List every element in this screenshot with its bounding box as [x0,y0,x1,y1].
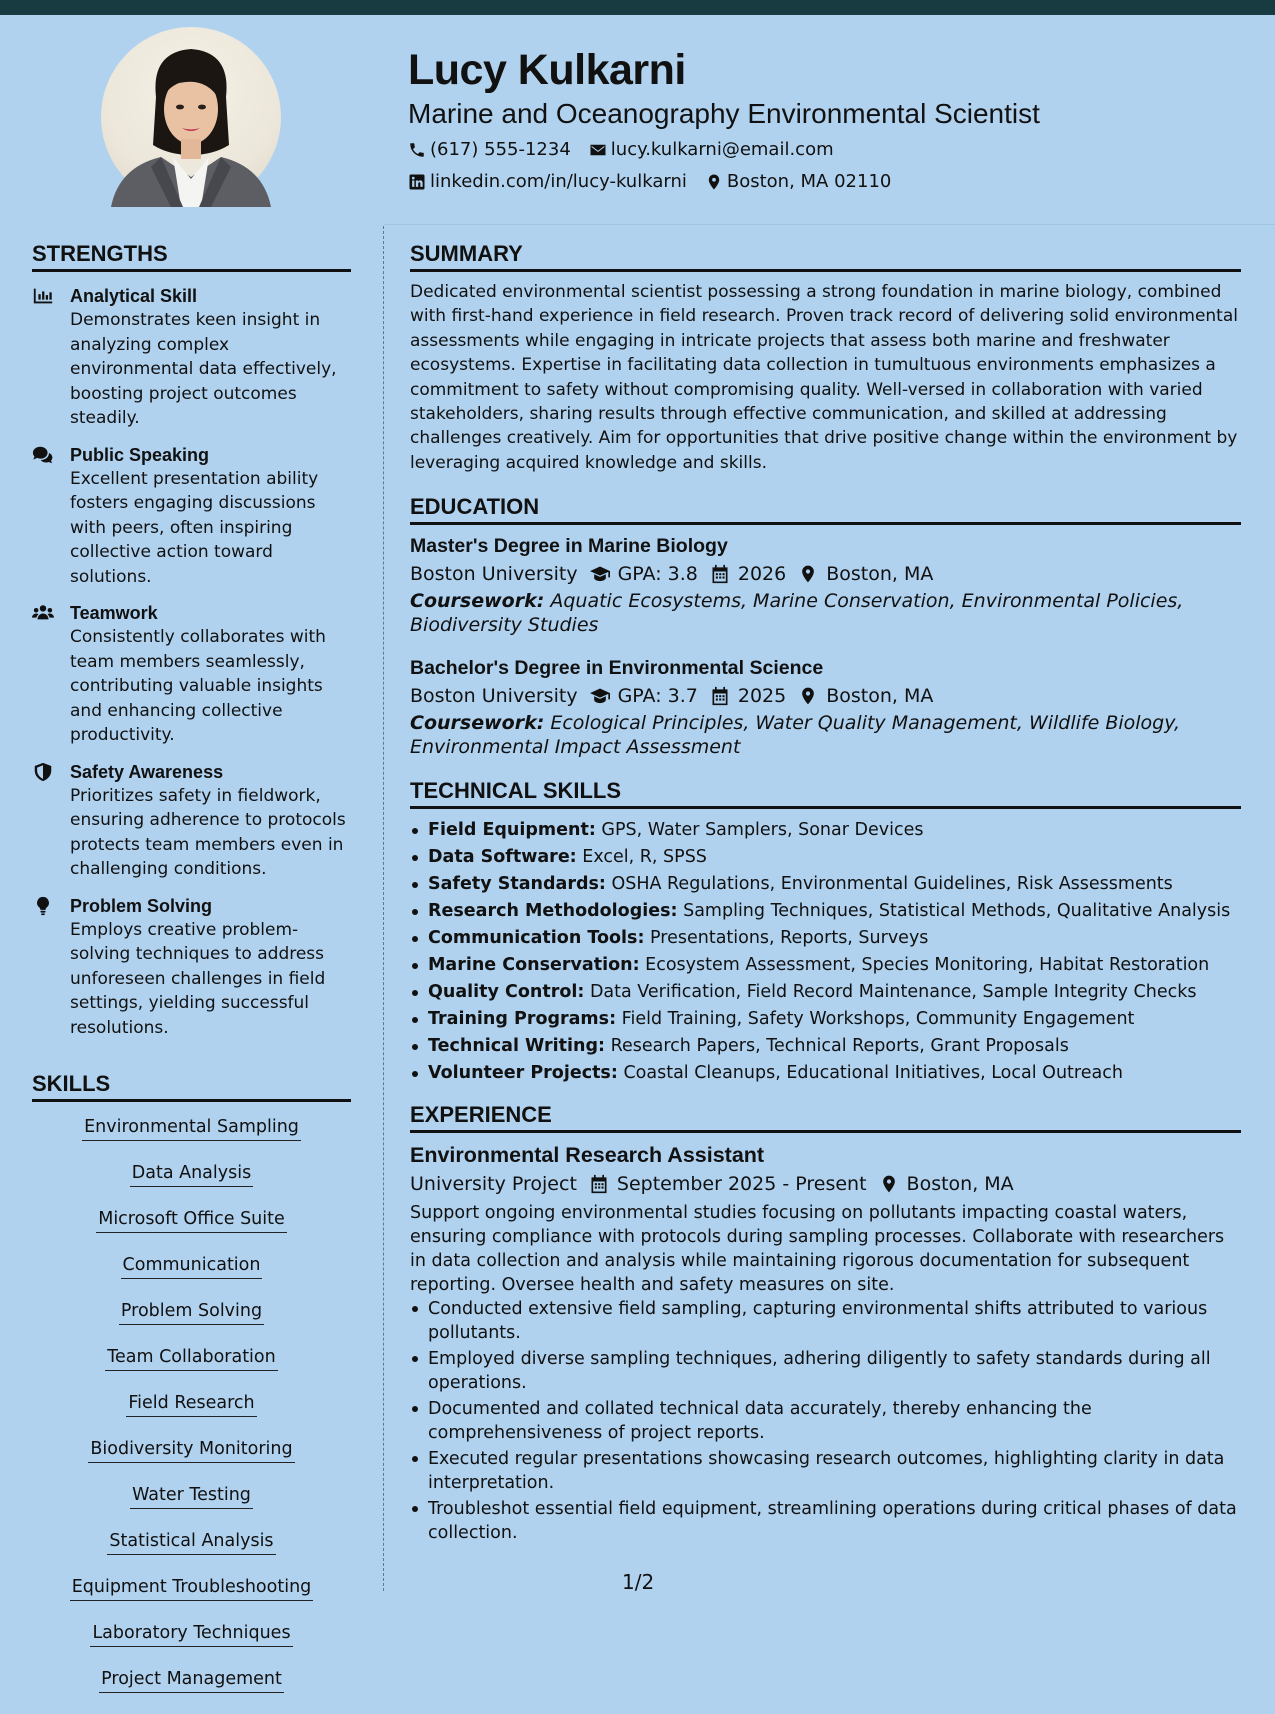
tech-skill-value: Sampling Techniques, Statistical Methods, Qualitative Analysis [683,901,1231,922]
strength-desc: Excellent presentation ability fosters engaging discussions with peers, often inspiring collective action toward solutions. [70,468,319,587]
school-name: Boston University [410,563,578,586]
school-location: Boston, MA [826,685,934,708]
list-item [410,898,1241,925]
skill-chip: Biodiversity Monitoring [88,1438,294,1463]
graduation-year: 2025 [737,685,787,708]
list-item [410,817,1241,844]
school-name: Boston University [410,685,578,708]
tech-skill-label: Data Software: [428,847,577,868]
top-bar [0,0,1275,15]
skill-chip: Data Analysis [130,1162,253,1187]
candidate-title: Marine and Oceanography Environmental Scientist [408,98,1040,129]
coursework-label: Coursework: [410,712,545,735]
linkedin-icon [408,173,426,191]
skill-chip: Equipment Troubleshooting [70,1576,314,1601]
tech-skill-value: Presentations, Reports, Surveys [650,928,929,949]
list-item: Conducted extensive field sampling, capturing environmental shifts attributed to various pollutants. [410,1297,1241,1345]
tech-skill-label: Communication Tools: [428,928,645,949]
phone-text: (617) 555-1234 [430,139,571,160]
skill-chip: Environmental Sampling [82,1116,301,1141]
list-item: Troubleshot essential field equipment, streamlining operations during critical phases of data collection. [410,1497,1241,1545]
tech-skill-value: Coastal Cleanups, Educational Initiatives, Local Outreach [623,1063,1123,1084]
graduation-year: 2026 [737,563,787,586]
strength-item [32,760,351,882]
shield-icon [32,762,54,782]
tech-skill-value: Excel, R, SPSS [582,847,707,868]
list-item: Executed regular presentations showcasing research outcomes, highlighting clarity in data interpretation. [410,1447,1241,1495]
contact-row-1 [408,138,1248,162]
strength-item [32,894,351,1041]
strength-title: Analytical Skill [70,286,198,306]
technical-skills-heading: TECHNICAL SKILLS [410,777,1241,809]
list-item: Documented and collated technical data accurately, thereby enhancing the comprehensiveness of project reports. [410,1397,1241,1445]
strength-title: Teamwork [70,603,158,623]
map-pin-icon [798,564,818,584]
school-location: Boston, MA [826,563,934,586]
coursework-text: Ecological Principles, Water Quality Management, Wildlife Biology, Environmental Impact Assessment [410,712,1181,759]
strength-desc: Demonstrates keen insight in analyzing complex environmental data effectively, boosting project outcomes steadily. [70,310,337,428]
list-item [410,1006,1241,1033]
skills-list [32,1116,351,1714]
strengths-heading: STRENGTHS [32,240,351,272]
strength-item [32,443,351,590]
job-dates: September 2025 - Present [616,1173,867,1196]
map-pin-icon [705,173,723,191]
envelope-icon [589,141,607,159]
coursework-text: Aquatic Ecosystems, Marine Conservation, Environmental Policies, Biodiversity Studies [410,590,1184,637]
profile-photo [101,27,281,207]
tech-skill-value: Data Verification, Field Record Maintenance, Sample Integrity Checks [589,982,1197,1003]
skill-chip: Laboratory Techniques [90,1622,292,1647]
skill-chip: Team Collaboration [105,1346,277,1371]
tech-skill-value: Research Papers, Technical Reports, Grant Proposals [610,1036,1069,1057]
location-contact [705,170,892,194]
skill-chip: Project Management [99,1668,284,1693]
skills-heading: SKILLS [32,1070,351,1102]
degree-title: Master's Degree in Marine Biology [410,535,728,558]
education-item [410,655,1241,759]
experience-item [410,1141,1241,1545]
graduation-cap-icon [590,564,610,584]
coursework [410,711,1241,759]
tech-skill-label: Training Programs: [428,1009,617,1030]
graduation-cap-icon [590,686,610,706]
coursework-label: Coursework: [410,590,545,613]
tech-skill-label: Marine Conservation: [428,955,640,976]
linkedin-text: linkedin.com/in/lucy-kulkarni [430,171,687,192]
calendar-icon [710,564,730,584]
experience-heading: EXPERIENCE [410,1101,1241,1133]
map-pin-icon [798,686,818,706]
tech-skill-value: Field Training, Safety Workshops, Community Engagement [621,1009,1135,1030]
list-item [410,1060,1241,1087]
candidate-name: Lucy Kulkarni [408,46,686,94]
tech-skill-value: GPS, Water Samplers, Sonar Devices [601,820,924,841]
portrait-image [101,27,281,207]
tech-skill-label: Research Methodologies: [428,901,678,922]
right-column [410,240,1241,1547]
strength-item [32,601,351,748]
summary-text: Dedicated environmental scientist possessing a strong foundation in marine biology, combined with first-hand experience in field research. Proven track record of delivering solid environmental assessments while engaging in intricate projects that assess both marine and freshwater ecosystems. Expertise in facilitating data collection in tumultuous environments emphasizes a commitment to safety without compromising quality. Well-versed in collaboration with varied stakeholders, sharing results through effective communication, and skilled at addressing challenges creatively. Aim for opportunities that drive positive change within the environment by leveraging acquired knowledge and skills. [410,282,1238,473]
skill-chip: Statistical Analysis [107,1530,275,1555]
phone-contact[interactable] [408,138,571,162]
tech-skill-label: Quality Control: [428,982,585,1003]
map-pin-icon [879,1174,899,1194]
lightbulb-icon [32,896,54,916]
skill-chip: Problem Solving [119,1300,264,1325]
organization: University Project [410,1173,577,1196]
skill-chip: Field Research [126,1392,256,1417]
skill-chip: Microsoft Office Suite [96,1208,287,1233]
calendar-icon [589,1174,609,1194]
education-heading: EDUCATION [410,493,1241,525]
column-divider [383,226,384,1591]
education-meta [410,559,1241,589]
page-number: 1/2 [622,1570,655,1594]
gpa-text: GPA: 3.7 [617,685,698,708]
strength-item [32,284,351,431]
strength-desc: Consistently collaborates with team members seamlessly, contributing valuable insights and enhancing collective productivity. [70,627,326,745]
degree-title: Bachelor's Degree in Environmental Science [410,657,824,680]
resume-header [408,44,1248,194]
education-meta [410,681,1241,711]
skill-chip: Communication [121,1254,263,1279]
linkedin-contact[interactable] [408,170,687,194]
tech-skill-label: Volunteer Projects: [428,1063,618,1084]
list-item: Employed diverse sampling techniques, adhering diligently to safety standards during all operations. [410,1347,1241,1395]
strength-title: Safety Awareness [70,761,224,782]
gpa-text: GPA: 3.8 [617,563,698,586]
strength-desc: Employs creative problem-solving techniques to address unforeseen challenges in field settings, yielding successful resolutions. [70,919,326,1038]
contact-row-2 [408,170,1248,194]
job-bullets [410,1297,1241,1545]
list-item [410,952,1241,979]
comments-icon [32,445,54,465]
users-icon [32,603,54,623]
strength-desc: Prioritizes safety in fieldwork, ensuring adherence to protocols protects team members even in challenging conditions. [70,785,346,879]
phone-icon [408,141,426,159]
list-item [410,1033,1241,1060]
job-location: Boston, MA [906,1173,1014,1196]
header-divider [384,224,1275,225]
list-item [410,925,1241,952]
strength-title: Public Speaking [70,444,210,465]
left-column [32,240,351,1714]
summary-heading: SUMMARY [410,240,1241,272]
email-contact[interactable] [589,138,834,162]
job-description: Support ongoing environmental studies focusing on pollutants impacting coastal waters, ensuring compliance with protocols during sampling processes. Collaborate with researchers in data collection and analysis while maintaining rigorous documentation for subsequent reporting. Oversee health and safety measures on site. [410,1203,1225,1296]
education-item [410,533,1241,637]
tech-skill-label: Safety Standards: [428,874,606,895]
calendar-icon [710,686,730,706]
list-item [410,979,1241,1006]
technical-skills-list [410,817,1241,1087]
tech-skill-value: Ecosystem Assessment, Species Monitoring, Habitat Restoration [645,955,1210,976]
job-title: Environmental Research Assistant [410,1143,765,1168]
experience-meta [410,1169,1241,1199]
coursework [410,589,1241,637]
email-text: lucy.kulkarni@email.com [610,139,834,160]
tech-skill-value: OSHA Regulations, Environmental Guidelines, Risk Assessments [611,874,1173,895]
tech-skill-label: Field Equipment: [428,820,596,841]
bar-chart-icon [32,286,54,306]
strength-title: Problem Solving [70,895,213,916]
tech-skill-label: Technical Writing: [428,1036,606,1057]
skill-chip: Water Testing [130,1484,253,1509]
list-item [410,844,1241,871]
location-text: Boston, MA 02110 [726,171,892,192]
list-item [410,871,1241,898]
